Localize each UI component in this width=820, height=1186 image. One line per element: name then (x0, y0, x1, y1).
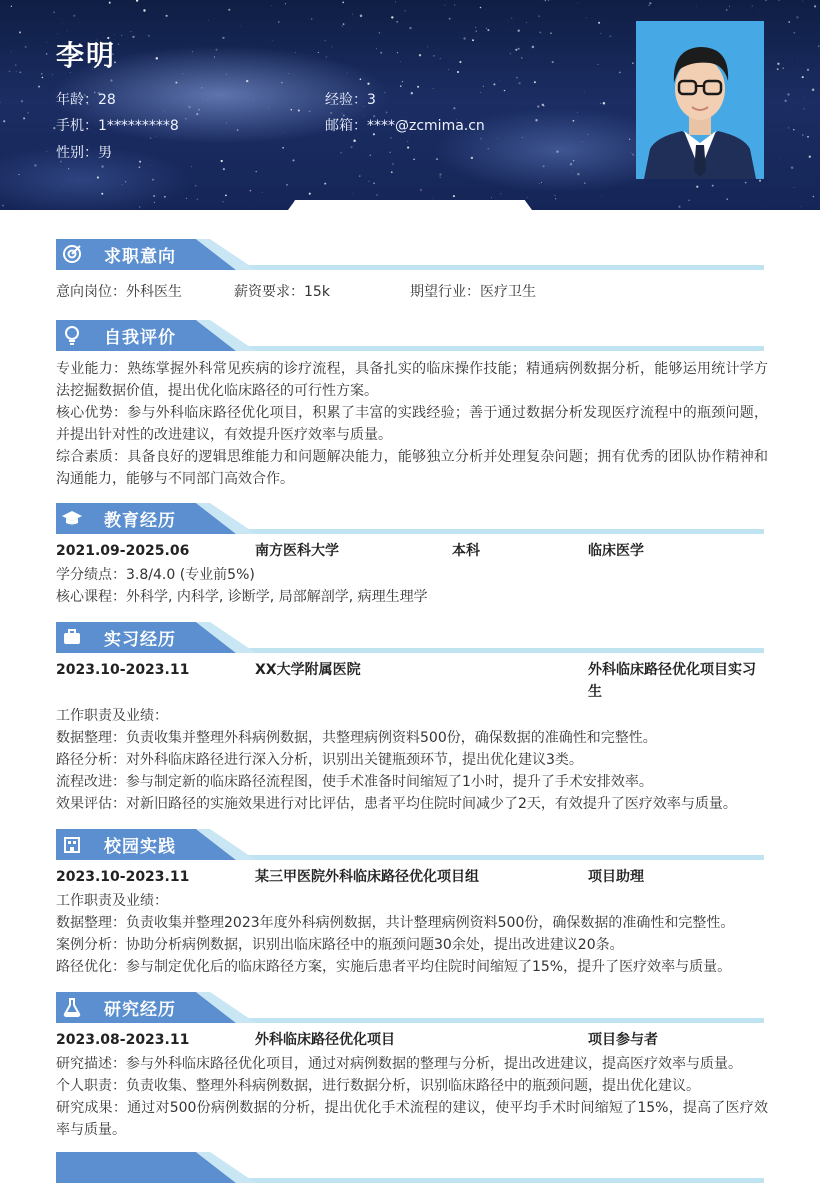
research-detail-line: 个人职责：负责收集、整理外科病例数据，进行数据分析，识别临床路径中的瓶颈问题，提出优化建议。 (56, 1075, 700, 1097)
research-date: 2023.08-2023.11 (56, 1029, 189, 1051)
header-tab-notch (288, 200, 532, 210)
gender-info: 性别：男 (56, 142, 112, 162)
self-eval-paragraph: 专业能力：熟练掌握外科常见疾病的诊疗流程，具备扎实的临床操作技能；精通病例数据分析，能够运用统计学方法挖掘数据价值，提出优化临床路径的可行性方案。 (56, 358, 768, 402)
internship-org: XX大学附属医院 (255, 659, 361, 681)
research-role: 项目参与者 (588, 1029, 658, 1051)
campus-date: 2023.10-2023.11 (56, 866, 189, 888)
section-title: 求职意向 (104, 242, 176, 267)
section-title: 校园实践 (104, 832, 176, 857)
section-header-self (56, 320, 764, 354)
flask-icon (61, 996, 83, 1018)
age-info: 年龄：28 (56, 89, 116, 109)
target-icon (61, 243, 83, 265)
education-degree: 本科 (452, 540, 480, 562)
intent-industry: 期望行业：医疗卫生 (410, 281, 536, 303)
research-result: 研究成果：通过对500份病例数据的分析，提出优化手术流程的建议，使平均手术时间缩短了15%，提高了医疗效率与质量。 (56, 1097, 768, 1141)
section-title: 研究经历 (104, 995, 176, 1020)
section-title: 教育经历 (104, 506, 176, 531)
header-banner (0, 0, 820, 210)
campus-org: 某三甲医院外科临床路径优化项目组 (255, 866, 479, 888)
section-header-research (56, 992, 764, 1026)
graduation-cap-icon (61, 507, 83, 529)
candidate-name: 李明 (56, 34, 116, 74)
education-date: 2021.09-2025.06 (56, 540, 189, 562)
internship-detail-line: 流程改进：参与制定新的临床路径流程图，使手术准备时间缩短了1小时，提升了手术安排效率。 (56, 771, 653, 793)
campus-detail-line: 案例分析：协助分析病例数据，识别出临床路径中的瓶颈问题30余处，提出改进建议20条。 (56, 934, 624, 956)
building-icon (61, 833, 83, 855)
intent-position: 意向岗位：外科医生 (56, 281, 182, 303)
internship-detail-line: 路径分析：对外科临床路径进行深入分析，识别出关键瓶颈环节，提出优化建议3类。 (56, 749, 583, 771)
section-title: 实习经历 (104, 625, 176, 650)
campus-role: 项目助理 (588, 866, 644, 888)
experience-info: 经验：3 (325, 89, 376, 109)
education-major: 临床医学 (588, 540, 644, 562)
internship-detail-line: 数据整理：负责收集并整理外科病例数据，共整理病例资料500份，确保数据的准确性和完整性。 (56, 727, 657, 749)
self-eval-paragraph: 综合素质：具备良好的逻辑思维能力和问题解决能力，能够独立分析并处理复杂问题；拥有优秀的团队协作精神和沟通能力，能够与不同部门高效合作。 (56, 446, 768, 490)
section-header-internship (56, 622, 764, 656)
campus-detail-line: 路径优化：参与制定优化后的临床路径方案，实施后患者平均住院时间缩短了15%，提升了医疗效率与质量。 (56, 956, 731, 978)
self-eval-paragraph: 核心优势：参与外科临床路径优化项目，积累了丰富的实践经验；善于通过数据分析发现医疗流程中的瓶颈问题，并提出针对性的改进建议，有效提升医疗效率与质量。 (56, 402, 768, 446)
profile-photo (636, 21, 764, 179)
phone-info: 手机：1*********8 (56, 115, 179, 135)
section-header-campus (56, 829, 764, 863)
intent-salary: 薪资要求：15k (234, 281, 330, 303)
internship-role: 外科临床路径优化项目实习生 (588, 659, 764, 703)
internship-detail-line: 工作职责及业绩： (56, 705, 168, 727)
lightbulb-icon (61, 324, 83, 346)
research-detail-line: 研究描述：参与外科临床路径优化项目，通过对病例数据的整理与分析，提出改进建议，提高医疗效率与质量。 (56, 1053, 742, 1075)
section-header-next (56, 1152, 764, 1186)
education-school: 南方医科大学 (255, 540, 339, 562)
internship-date: 2023.10-2023.11 (56, 659, 189, 681)
education-detail-line: 核心课程：外科学, 内科学, 诊断学, 局部解剖学, 病理生理学 (56, 586, 428, 608)
briefcase-icon (61, 626, 83, 648)
section-header-intent (56, 239, 764, 273)
campus-detail-line: 数据整理：负责收集并整理2023年度外科病例数据，共计整理病例资料500份，确保数据的准确性和完整性。 (56, 912, 734, 934)
education-detail-line: 学分绩点：3.8/4.0 (专业前5%) (56, 564, 255, 586)
campus-detail-line: 工作职责及业绩： (56, 890, 168, 912)
email-info: 邮箱：****@zcmima.cn (325, 115, 485, 135)
section-title: 自我评价 (104, 323, 176, 348)
research-project: 外科临床路径优化项目 (255, 1029, 395, 1051)
internship-detail-line: 效果评估：对新旧路径的实施效果进行对比评估，患者平均住院时间减少了2天，有效提升了医疗效率与质量。 (56, 793, 737, 815)
section-header-education (56, 503, 764, 537)
